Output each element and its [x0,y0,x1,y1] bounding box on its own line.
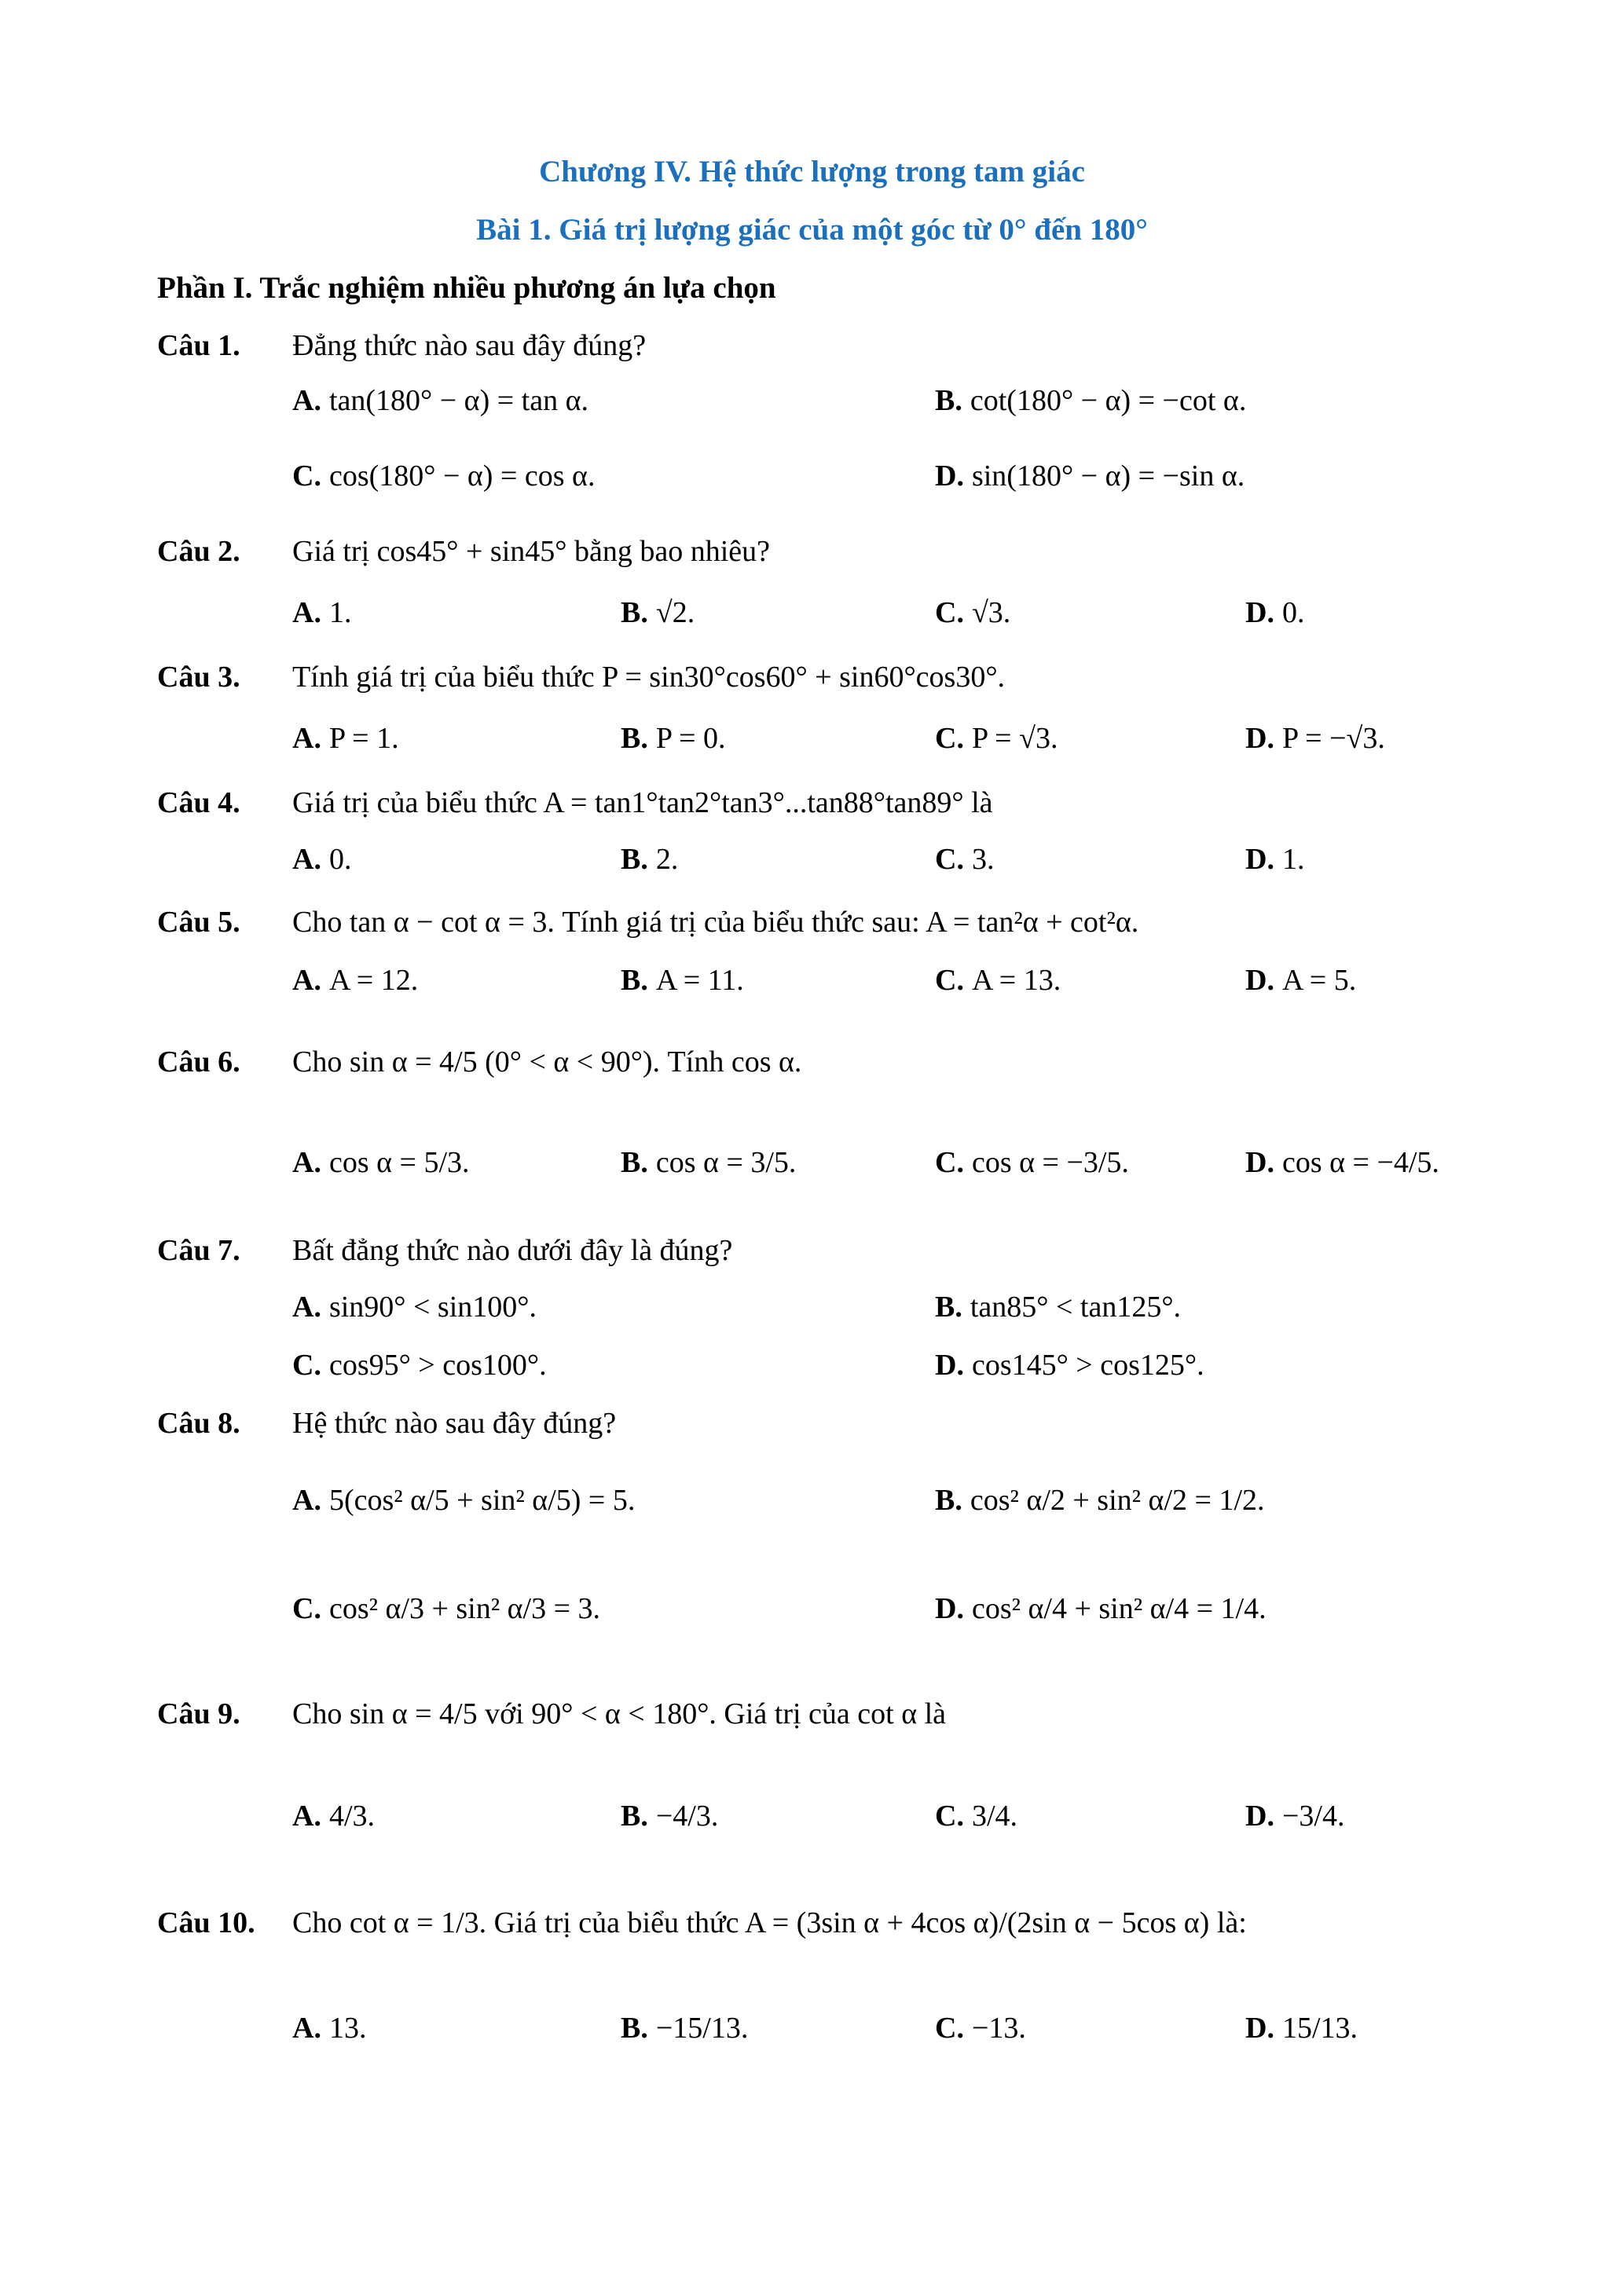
question-text: Giá trị của biểu thức A = tan1°tan2°tan3°...tan88°tan89° là [292,786,993,819]
option-b: B. cot(180° − α) = −cot α. [935,384,1247,417]
option-a: A. 1. [292,596,352,629]
option-b: B. cos² α/2 + sin² α/2 = 1/2. [935,1484,1265,1517]
question-number: Câu 8. [157,1407,240,1440]
option-d: D. 0. [1245,596,1305,629]
option-d: D. A = 5. [1245,964,1357,997]
option-d: D. −3/4. [1245,1800,1345,1833]
question-text: Đẳng thức nào sau đây đúng? [292,329,647,362]
option-a: A. sin90° < sin100°. [292,1291,537,1324]
option-d: D. cos² α/4 + sin² α/4 = 1/4. [935,1592,1267,1625]
option-c: C. 3/4. [935,1800,1018,1833]
option-c: C. P = √3. [935,722,1058,755]
option-a: A. P = 1. [292,722,399,755]
option-a: A. 0. [292,843,352,876]
option-d: D. cos145° > cos125°. [935,1349,1204,1382]
question-text: Cho sin α = 4/5 với 90° < α < 180°. Giá trị của cot α là [292,1697,947,1730]
option-b: B. tan85° < tan125°. [935,1291,1182,1324]
option-b: B. cos α = 3/5. [621,1146,797,1179]
option-c: C. cos² α/3 + sin² α/3 = 3. [292,1592,601,1625]
option-c: C. cos(180° − α) = cos α. [292,460,596,493]
part-heading: Phần I. Trắc nghiệm nhiều phương án lựa chọn [157,271,776,305]
option-c: C. A = 13. [935,964,1061,997]
option-c: C. 3. [935,843,995,876]
option-a: A. 5(cos² α/5 + sin² α/5) = 5. [292,1484,636,1517]
option-b: B. A = 11. [621,964,744,997]
option-a: A. A = 12. [292,964,419,997]
option-c: C. cos95° > cos100°. [292,1349,547,1382]
question-number: Câu 10. [157,1906,255,1939]
question-number: Câu 4. [157,786,240,819]
option-d: D. P = −√3. [1245,722,1385,755]
option-b: B. P = 0. [621,722,726,755]
option-d: D. 15/13. [1245,2012,1358,2045]
question-number: Câu 9. [157,1697,240,1730]
question-number: Câu 6. [157,1045,240,1078]
lesson-title: Bài 1. Giá trị lượng giác của một góc từ 0° đến 180° [476,213,1148,247]
option-b: B. −4/3. [621,1800,719,1833]
question-text: Giá trị cos45° + sin45° bằng bao nhiêu? [292,535,770,568]
option-a: A. tan(180° − α) = tan α. [292,384,588,417]
option-d: D. cos α = −4/5. [1245,1146,1439,1179]
question-number: Câu 7. [157,1234,240,1267]
option-a: A. 13. [292,2012,367,2045]
question-text: Bất đẳng thức nào dưới đây là đúng? [292,1234,733,1267]
question-text: Cho cot α = 1/3. Giá trị của biểu thức A = (3sin α + 4cos α)/(2sin α − 5cos α) là: [292,1906,1247,1939]
option-c: C. √3. [935,596,1011,629]
option-d: D. 1. [1245,843,1305,876]
question-text: Cho tan α − cot α = 3. Tính giá trị của biểu thức sau: A = tan²α + cot²α. [292,906,1139,939]
question-text: Tính giá trị của biểu thức P = sin30°cos60° + sin60°cos30°. [292,661,1006,694]
question-number: Câu 3. [157,661,240,694]
option-a: A. cos α = 5/3. [292,1146,470,1179]
chapter-title: Chương IV. Hệ thức lượng trong tam giác [539,155,1085,189]
option-b: B. −15/13. [621,2012,749,2045]
question-text: Cho sin α = 4/5 (0° < α < 90°). Tính cos α. [292,1045,802,1078]
question-number: Câu 1. [157,329,240,362]
option-a: A. 4/3. [292,1800,376,1833]
question-text: Hệ thức nào sau đây đúng? [292,1407,617,1440]
option-c: C. cos α = −3/5. [935,1146,1129,1179]
option-d: D. sin(180° − α) = −sin α. [935,460,1245,493]
option-b: B. √2. [621,596,695,629]
option-c: C. −13. [935,2012,1026,2045]
question-number: Câu 2. [157,535,240,568]
question-number: Câu 5. [157,906,240,939]
option-b: B. 2. [621,843,679,876]
